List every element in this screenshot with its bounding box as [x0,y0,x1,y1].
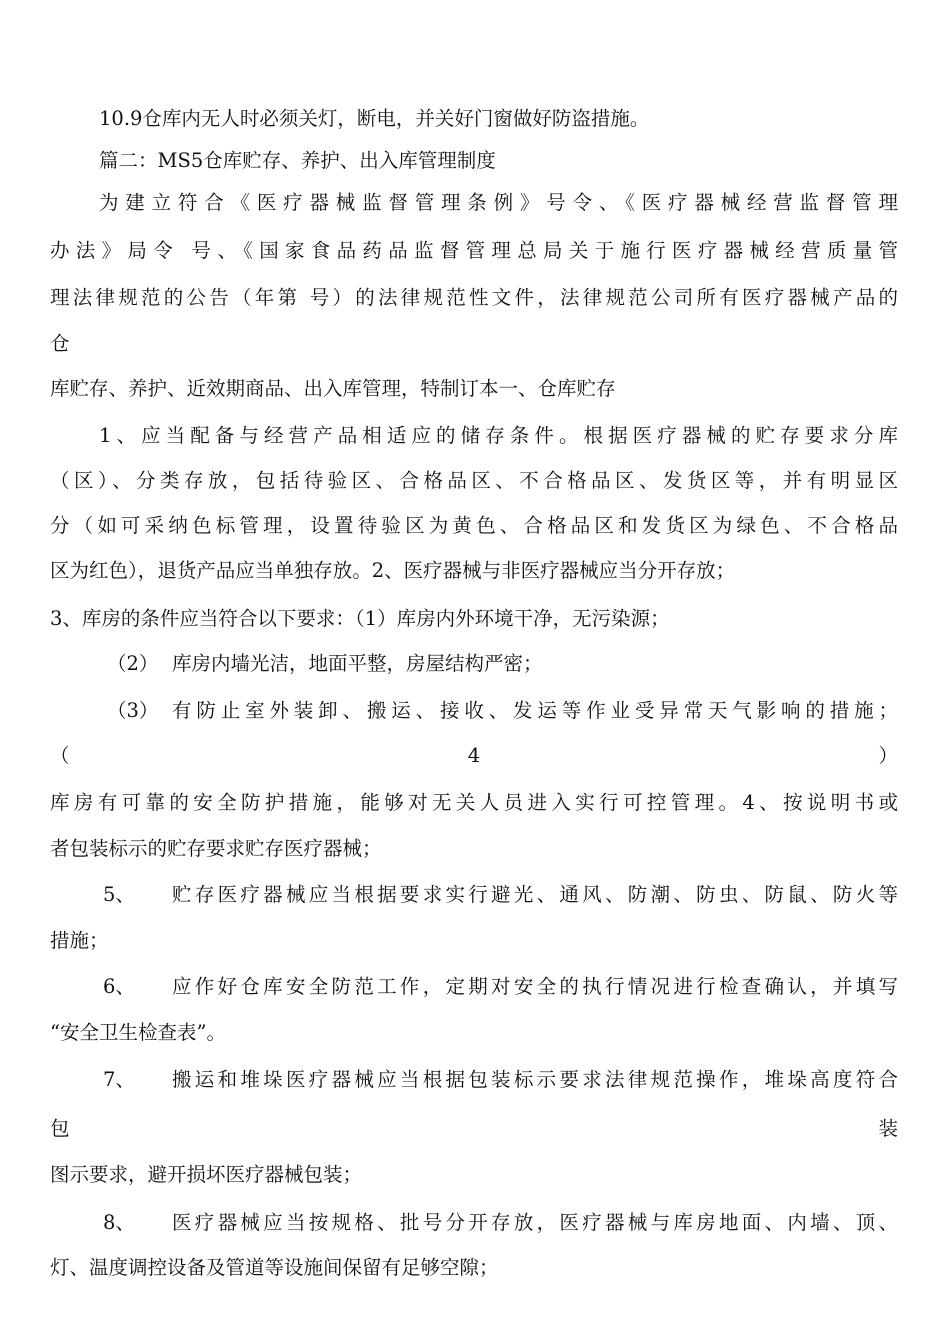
paragraph-line: 为建立符合《医疗器械监督管理条例》号令、《医疗器械经营监督管理 [99,191,898,214]
paragraph-line: 仓 [50,332,70,355]
paragraph-line: 措施； [50,929,109,952]
paragraph-line: 者包装标示的贮存要求贮存医疗器械； [50,837,382,860]
paragraph-line: 1、应当配备与经营产品相适应的储存条件。根据医疗器械的贮存要求分库 [99,424,898,447]
paragraph-line: 分（如可采纳色标管理，设置待验区为黄色、合格品区和发货区为绿色、不合格品 [50,514,898,537]
paragraph-line: 贮存医疗器械应当根据要求实行避光、通风、防潮、防虫、防鼠、防火等 [172,883,898,906]
paragraph-line: “安全卫生检查表”。 [50,1021,226,1044]
paragraph-line: 库房内墙光洁，地面平整，房屋结构严密； [172,652,543,675]
split-line [50,1114,898,1144]
paragraph-line: 图示要求，避开损坏医疗器械包装； [50,1163,363,1186]
paragraph-line: 3、库房的条件应当符合以下要求：（1）库房内外环境干净，无污染源； [50,607,670,630]
paragraph-line: 医疗器械应当按规格、批号分开存放，医疗器械与库房地面、内墙、顶、 [172,1211,898,1234]
split-line [50,741,898,771]
paragraph-line: 理法律规范的公告（年第 号）的法律规范性文件，法律规范公司所有医疗器械产品的 [50,286,898,309]
paragraph-line: 灯、温度调控设备及管道等设施间保留有足够空隙； [50,1256,499,1279]
paragraph-line: 有防止室外装卸、搬运、接收、发运等作业受异常天气影响的措施； [172,699,898,722]
split-left: 包 [50,1117,70,1140]
split-center: 4 [467,744,481,767]
split-left: （ [50,744,70,767]
paragraph-line: 库房有可靠的安全防护措施，能够对无关人员进入实行可控管理。4、按说明书或 [50,791,898,814]
item-label: 8、 [103,1211,135,1234]
item-label: 7、 [103,1068,135,1091]
split-right: ） [878,744,898,767]
paragraph-line: 区为红色），退货产品应当单独存放。2、医疗器械与非医疗器械应当分开存放； [50,559,736,582]
paragraph-line: 10.9仓库内无人时必须关灯，断电，并关好门窗做好防盗措施。 [99,107,650,130]
item-label: （3） [107,699,159,722]
paragraph-line: 应作好仓库安全防范工作，定期对安全的执行情况进行检查确认，并填写 [172,975,898,998]
split-right: 装 [878,1117,898,1140]
item-label: 6、 [103,975,135,998]
paragraph-line: 库贮存、养护、近效期商品、出入库管理，特制订本一、仓库贮存 [50,377,616,400]
paragraph-line: （区）、分类存放，包括待验区、合格品区、不合格品区、发货区等，并有明显区 [50,469,898,492]
item-label: （2） [107,652,159,675]
paragraph-line: 搬运和堆垛医疗器械应当根据包装标示要求法律规范操作，堆垛高度符合 [172,1068,898,1091]
paragraph-line: 办法》局令 号、《国家食品药品监督管理总局关于施行医疗器械经营质量管 [50,239,898,262]
section-heading: 篇二：MS5仓库贮存、养护、出入库管理制度 [99,149,496,172]
item-label: 5、 [103,883,135,906]
